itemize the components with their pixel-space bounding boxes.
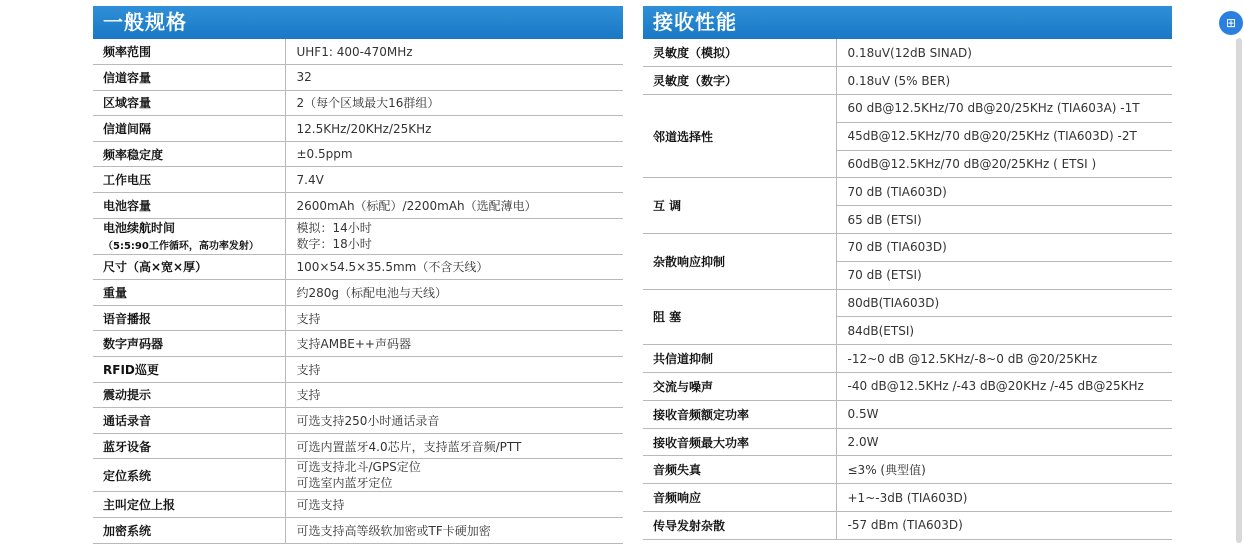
row-value: -57 dBm (TIA603D) (836, 512, 1172, 540)
row-value: UHF1: 400-470MHz (285, 39, 623, 65)
row-label: 语音播报 (93, 305, 285, 331)
table-row (643, 345, 1172, 373)
row-label: 信道间隔 (93, 116, 285, 142)
general-spec-table (93, 39, 623, 544)
row-value: 32 (285, 65, 623, 91)
row-label: 邻道选择性 (643, 95, 836, 178)
row-label: 主叫定位上报 (93, 492, 285, 518)
row-label: 震动提示 (93, 382, 285, 408)
row-value: 支持 (285, 382, 623, 408)
table-row (93, 65, 623, 91)
positioning-gps: 可选支持北斗/GPS定位 (296, 460, 421, 475)
table-row (93, 433, 623, 459)
table-row (643, 234, 1172, 262)
row-label: 定位系统 (93, 459, 285, 492)
row-label: 信道容量 (93, 65, 285, 91)
row-label: RFID巡更 (93, 357, 285, 383)
table-row (643, 456, 1172, 484)
row-label: 区域容量 (93, 90, 285, 116)
row-value: 80dB(TIA603D) (836, 289, 1172, 317)
receive-spec-table (643, 39, 1172, 540)
row-value: 60dB@12.5KHz/70 dB@20/25KHz ( ETSI ) (836, 150, 1172, 178)
row-value: -40 dB@12.5KHz /-43 dB@20KHz /-45 dB@25KHz (836, 373, 1172, 401)
row-value: 支持 (285, 305, 623, 331)
table-row (93, 218, 623, 254)
table-row (93, 116, 623, 142)
row-value (285, 459, 623, 492)
row-value: -12~0 dB @12.5KHz/-8~0 dB @20/25KHz (836, 345, 1172, 373)
row-label: 加密系统 (93, 518, 285, 544)
table-row (93, 357, 623, 383)
battery-life-label: 电池续航时间 (103, 221, 176, 236)
row-value: 65 dB (ETSI) (836, 206, 1172, 234)
row-value: 可选支持 (285, 492, 623, 518)
table-row (643, 484, 1172, 512)
battery-life-sublabel: （5:5:90工作循环，高功率发射） (103, 241, 259, 253)
row-label: 灵敏度（数字） (643, 67, 836, 95)
row-label: 传导发射杂散 (643, 512, 836, 540)
row-value: 可选支持250小时通话录音 (285, 408, 623, 434)
table-row (643, 289, 1172, 317)
row-label: 接收音频最大功率 (643, 428, 836, 456)
row-value (285, 218, 623, 254)
table-row (643, 512, 1172, 540)
table-row (93, 141, 623, 167)
table-row (93, 193, 623, 219)
row-value: 0.18uV (5% BER) (836, 67, 1172, 95)
row-value: 可选支持高等级软加密或TF卡硬加密 (285, 518, 623, 544)
row-value: +1~-3dB (TIA603D) (836, 484, 1172, 512)
table-row (93, 408, 623, 434)
row-label: 尺寸（高×宽×厚） (93, 254, 285, 280)
table-row (93, 305, 623, 331)
table-row (643, 178, 1172, 206)
row-value: 60 dB@12.5KHz/70 dB@20/25KHz (TIA603A) -1T (836, 95, 1172, 123)
row-label: 重量 (93, 280, 285, 306)
row-value: 100×54.5×35.5mm（不含天线） (285, 254, 623, 280)
receive-spec-title: 接收性能 (643, 6, 1172, 39)
row-label: 通话录音 (93, 408, 285, 434)
row-label: 频率稳定度 (93, 141, 285, 167)
row-label: 音频响应 (643, 484, 836, 512)
vertical-scrollbar[interactable] (1236, 38, 1242, 543)
row-value: 0.5W (836, 400, 1172, 428)
row-value: 70 dB (TIA603D) (836, 178, 1172, 206)
table-row (643, 428, 1172, 456)
table-row (643, 373, 1172, 401)
row-label: 电池容量 (93, 193, 285, 219)
row-value: 支持 (285, 357, 623, 383)
table-row (93, 254, 623, 280)
row-value: 约280g（标配电池与天线） (285, 280, 623, 306)
row-label: 蓝牙设备 (93, 433, 285, 459)
row-value: 70 dB (TIA603D) (836, 234, 1172, 262)
general-spec-panel (93, 6, 623, 544)
table-row (93, 382, 623, 408)
table-row (93, 518, 623, 544)
row-value: 7.4V (285, 167, 623, 193)
row-value: ≤3% (典型值) (836, 456, 1172, 484)
row-value: 0.18uV(12dB SINAD) (836, 39, 1172, 67)
general-spec-title: 一般规格 (93, 6, 623, 39)
row-label: 工作电压 (93, 167, 285, 193)
row-value: 2600mAh（标配）/2200mAh（选配薄电） (285, 193, 623, 219)
row-value: 2（每个区域最大16群组） (285, 90, 623, 116)
row-value: 支持AMBE++声码器 (285, 331, 623, 357)
row-label: 数字声码器 (93, 331, 285, 357)
table-row (93, 280, 623, 306)
table-row (643, 400, 1172, 428)
row-label: 频率范围 (93, 39, 285, 65)
row-value: 12.5KHz/20KHz/25KHz (285, 116, 623, 142)
row-label: 互 调 (643, 178, 836, 234)
table-row (93, 167, 623, 193)
table-row (93, 90, 623, 116)
row-value: 84dB(ETSI) (836, 317, 1172, 345)
floating-widget-icon[interactable]: ⊞ (1219, 11, 1243, 35)
table-row (93, 39, 623, 65)
row-value: 2.0W (836, 428, 1172, 456)
row-value: ±0.5ppm (285, 141, 623, 167)
battery-life-analog: 模拟：14小时 (296, 221, 372, 236)
receive-spec-panel (643, 6, 1172, 540)
row-label: 交流与噪声 (643, 373, 836, 401)
table-row (93, 331, 623, 357)
row-label: 阻 塞 (643, 289, 836, 345)
table-row (643, 67, 1172, 95)
row-label (93, 218, 285, 254)
table-row (643, 39, 1172, 67)
row-label: 接收音频额定功率 (643, 400, 836, 428)
row-label: 灵敏度（模拟） (643, 39, 836, 67)
row-value: 可选内置蓝牙4.0芯片，支持蓝牙音频/PTT (285, 433, 623, 459)
row-value: 70 dB (ETSI) (836, 261, 1172, 289)
battery-life-digital: 数字：18小时 (296, 237, 372, 252)
table-row (93, 459, 623, 492)
row-label: 杂散响应抑制 (643, 234, 836, 290)
row-value: 45dB@12.5KHz/70 dB@20/25KHz (TIA603D) -2T (836, 122, 1172, 150)
positioning-indoor: 可选室内蓝牙定位 (296, 476, 393, 491)
table-row (643, 95, 1172, 123)
table-row (93, 492, 623, 518)
row-label: 音频失真 (643, 456, 836, 484)
row-label: 共信道抑制 (643, 345, 836, 373)
